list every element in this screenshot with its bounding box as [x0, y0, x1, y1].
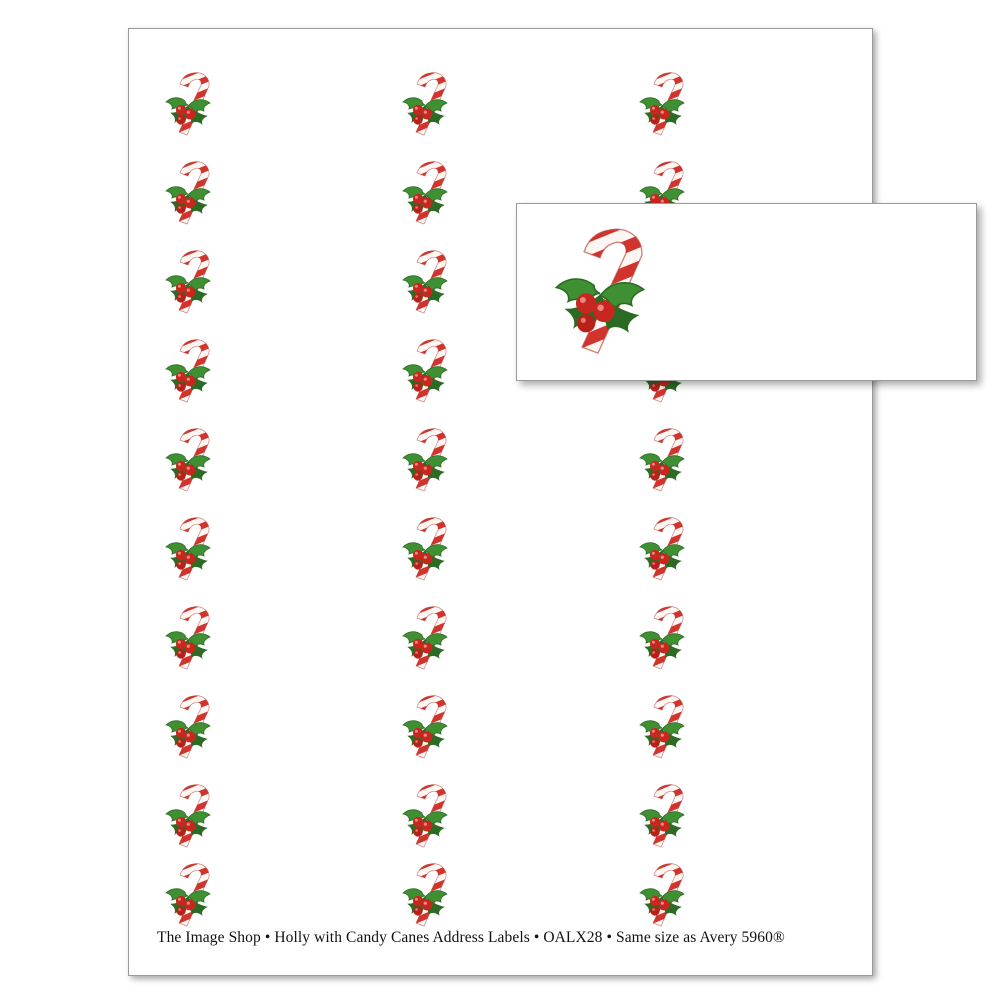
candy-cane-holly-icon — [157, 599, 219, 677]
candy-cane-holly-icon — [394, 154, 456, 232]
candy-cane-holly-icon — [394, 332, 456, 410]
label-sheet[interactable] — [128, 28, 873, 976]
candy-cane-holly-icon — [394, 856, 456, 934]
candy-cane-holly-icon — [535, 214, 665, 369]
candy-cane-holly-icon — [394, 510, 456, 588]
candy-cane-holly-icon — [394, 688, 456, 766]
candy-cane-holly-icon — [394, 243, 456, 321]
candy-cane-holly-icon — [394, 65, 456, 143]
candy-cane-holly-icon — [157, 65, 219, 143]
candy-cane-holly-icon — [157, 856, 219, 934]
candy-cane-holly-icon — [394, 599, 456, 677]
product-caption: The Image Shop • Holly with Candy Canes Address Labels • OALX28 • Same size as Avery 5960® — [157, 929, 785, 946]
candy-cane-holly-icon — [157, 777, 219, 855]
candy-cane-holly-icon — [394, 421, 456, 499]
candy-cane-holly-icon — [157, 510, 219, 588]
candy-cane-holly-icon — [631, 65, 693, 143]
candy-cane-holly-icon — [631, 688, 693, 766]
candy-cane-holly-icon — [631, 856, 693, 934]
candy-cane-holly-icon — [631, 599, 693, 677]
candy-cane-holly-icon — [394, 777, 456, 855]
label-icon-grid — [129, 29, 872, 975]
candy-cane-holly-icon — [631, 510, 693, 588]
candy-cane-holly-icon — [157, 332, 219, 410]
label-closeup-card[interactable] — [516, 203, 977, 381]
candy-cane-holly-icon — [157, 421, 219, 499]
candy-cane-holly-icon — [631, 421, 693, 499]
candy-cane-holly-icon — [157, 243, 219, 321]
candy-cane-holly-icon — [631, 777, 693, 855]
label-address-text[interactable] — [672, 230, 962, 360]
candy-cane-holly-icon — [157, 154, 219, 232]
candy-cane-holly-icon — [157, 688, 219, 766]
